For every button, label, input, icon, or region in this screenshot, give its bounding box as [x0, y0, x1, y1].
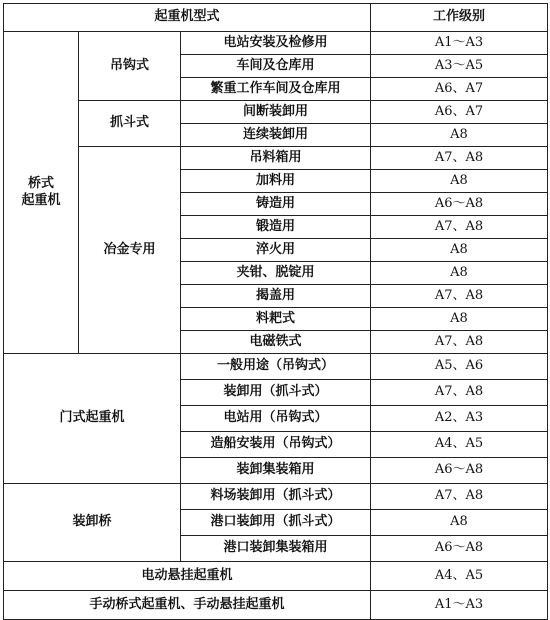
use-cell: 料场装卸用（抓斗式） — [181, 484, 371, 510]
header-work-class: 工作级别 — [371, 4, 548, 32]
use-cell: 吊料箱用 — [181, 147, 371, 170]
use-cell: 电站用（吊钩式） — [181, 406, 371, 432]
level-cell: A8 — [371, 308, 548, 331]
header-crane-type: 起重机型式 — [4, 4, 371, 32]
level-cell: A3～A5 — [371, 55, 548, 78]
use-cell: 间断装卸用 — [181, 101, 371, 124]
level-cell: A7、A8 — [371, 331, 548, 354]
use-cell: 锻造用 — [181, 216, 371, 239]
table-row — [4, 101, 548, 124]
bridge-crane-label — [4, 32, 79, 354]
use-cell: 繁重工作车间及仓库用 — [181, 78, 371, 101]
table-row — [4, 484, 548, 510]
electric-hoist-label: 电动悬挂起重机 — [4, 562, 371, 591]
table-header-row — [4, 4, 548, 32]
level-cell: A5、A6 — [371, 354, 548, 380]
level-cell: A7、A8 — [371, 285, 548, 308]
use-cell: 加料用 — [181, 170, 371, 193]
level-cell: A8 — [371, 239, 548, 262]
table-row — [4, 591, 548, 620]
level-cell: A1～A3 — [371, 591, 548, 620]
use-cell: 夹钳、脱锭用 — [181, 262, 371, 285]
use-cell: 装卸集装箱用 — [181, 458, 371, 484]
use-cell: 淬火用 — [181, 239, 371, 262]
use-cell: 连续装卸用 — [181, 124, 371, 147]
manual-crane-label: 手动桥式起重机、手动悬挂起重机 — [4, 591, 371, 620]
use-cell: 造船安装用（吊钩式） — [181, 432, 371, 458]
table-row — [4, 354, 548, 380]
table-row — [4, 562, 548, 591]
table-row — [4, 147, 548, 170]
use-cell: 港口装卸用（抓斗式） — [181, 510, 371, 536]
use-cell: 铸造用 — [181, 193, 371, 216]
use-cell: 装卸用（抓斗式） — [181, 380, 371, 406]
subcategory-grab: 抓斗式 — [79, 101, 181, 147]
bridge-crane-label-line1: 桥式 — [27, 176, 54, 192]
level-cell: A6、A7 — [371, 78, 548, 101]
use-cell: 电磁铁式 — [181, 331, 371, 354]
use-cell: 电站安装及检修用 — [181, 32, 371, 55]
level-cell: A7、A8 — [371, 147, 548, 170]
level-cell: A2、A3 — [371, 406, 548, 432]
gantry-crane-label: 门式起重机 — [4, 354, 181, 484]
level-cell: A7、A8 — [371, 380, 548, 406]
crane-work-class-table — [3, 3, 548, 620]
use-cell: 一般用途（吊钩式） — [181, 354, 371, 380]
level-cell: A4、A5 — [371, 432, 548, 458]
level-cell: A1～A3 — [371, 32, 548, 55]
use-cell: 港口装卸集装箱用 — [181, 536, 371, 562]
level-cell: A7、A8 — [371, 216, 548, 239]
level-cell: A6～A8 — [371, 193, 548, 216]
level-cell: A6、A7 — [371, 101, 548, 124]
level-cell: A7、A8 — [371, 484, 548, 510]
level-cell: A8 — [371, 124, 548, 147]
use-cell: 料耙式 — [181, 308, 371, 331]
level-cell: A8 — [371, 510, 548, 536]
loader-bridge-label: 装卸桥 — [4, 484, 181, 562]
level-cell: A6～A8 — [371, 458, 548, 484]
bridge-crane-label-line2: 起重机 — [21, 192, 61, 208]
subcategory-hook: 吊钩式 — [79, 32, 181, 101]
level-cell: A6～A8 — [371, 536, 548, 562]
table-row — [4, 32, 548, 55]
level-cell: A8 — [371, 170, 548, 193]
subcategory-metallurgy: 冶金专用 — [79, 147, 181, 354]
use-cell: 车间及仓库用 — [181, 55, 371, 78]
level-cell: A8 — [371, 262, 548, 285]
level-cell: A4、A5 — [371, 562, 548, 591]
use-cell: 揭盖用 — [181, 285, 371, 308]
